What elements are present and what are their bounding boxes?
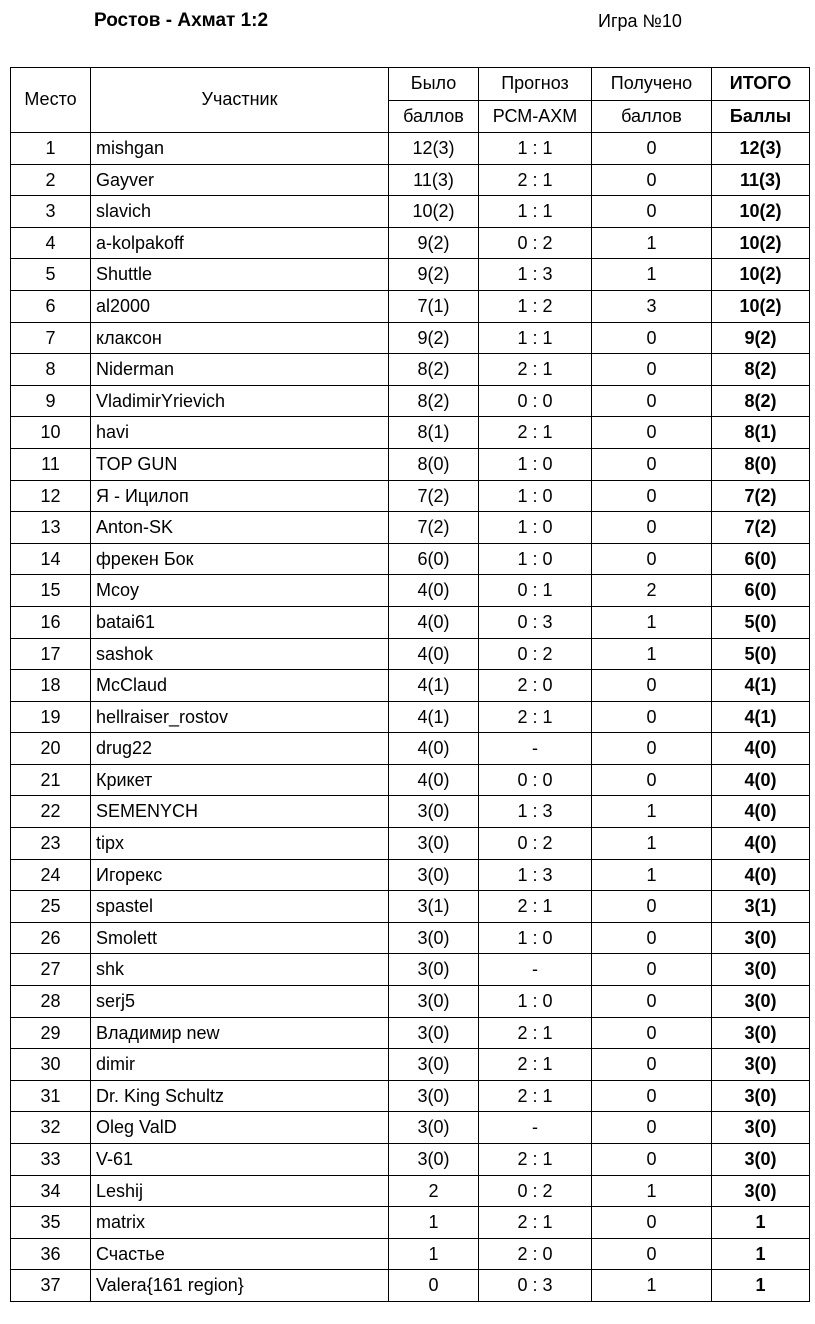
- cell-was-points: 3(0): [389, 796, 479, 828]
- cell-total-points: 3(0): [712, 986, 810, 1018]
- cell-place: 10: [11, 417, 91, 449]
- cell-forecast: 2 : 1: [479, 1207, 592, 1239]
- cell-place: 35: [11, 1207, 91, 1239]
- cell-forecast: 0 : 2: [479, 638, 592, 670]
- cell-total-points: 3(0): [712, 954, 810, 986]
- cell-total-points: 8(1): [712, 417, 810, 449]
- cell-participant: Dr. King Schultz: [91, 1080, 389, 1112]
- cell-received-points: 1: [592, 638, 712, 670]
- cell-total-points: 4(0): [712, 764, 810, 796]
- cell-received-points: 0: [592, 133, 712, 165]
- cell-was-points: 1: [389, 1238, 479, 1270]
- cell-participant: Mcoy: [91, 575, 389, 607]
- cell-was-points: 11(3): [389, 164, 479, 196]
- cell-total-points: 3(0): [712, 1017, 810, 1049]
- cell-place: 1: [11, 133, 91, 165]
- cell-forecast: 1 : 0: [479, 986, 592, 1018]
- cell-total-points: 1: [712, 1238, 810, 1270]
- cell-total-points: 6(0): [712, 543, 810, 575]
- table-row: [11, 1238, 810, 1270]
- cell-was-points: 3(0): [389, 922, 479, 954]
- cell-received-points: 1: [592, 828, 712, 860]
- cell-place: 2: [11, 164, 91, 196]
- cell-was-points: 3(0): [389, 828, 479, 860]
- cell-forecast: -: [479, 733, 592, 765]
- cell-forecast: 1 : 0: [479, 512, 592, 544]
- cell-total-points: 11(3): [712, 164, 810, 196]
- cell-was-points: 2: [389, 1175, 479, 1207]
- cell-place: 9: [11, 385, 91, 417]
- cell-total-points: 10(2): [712, 196, 810, 228]
- cell-received-points: 1: [592, 796, 712, 828]
- cell-received-points: 0: [592, 1238, 712, 1270]
- cell-was-points: 7(1): [389, 290, 479, 322]
- cell-forecast: 2 : 1: [479, 417, 592, 449]
- cell-total-points: 3(0): [712, 1049, 810, 1081]
- cell-received-points: 0: [592, 512, 712, 544]
- cell-participant: havi: [91, 417, 389, 449]
- cell-place: 28: [11, 986, 91, 1018]
- cell-place: 4: [11, 227, 91, 259]
- table-row: [11, 512, 810, 544]
- cell-forecast: 1 : 3: [479, 796, 592, 828]
- cell-total-points: 3(0): [712, 1080, 810, 1112]
- cell-forecast: 1 : 0: [479, 448, 592, 480]
- header-participant: Участник: [91, 68, 389, 133]
- cell-was-points: 9(2): [389, 227, 479, 259]
- cell-was-points: 9(2): [389, 322, 479, 354]
- cell-participant: matrix: [91, 1207, 389, 1239]
- header-was-line2: баллов: [389, 100, 479, 133]
- cell-total-points: 4(0): [712, 859, 810, 891]
- cell-forecast: 2 : 0: [479, 670, 592, 702]
- cell-received-points: 0: [592, 417, 712, 449]
- cell-forecast: 0 : 3: [479, 1270, 592, 1302]
- table-row: [11, 259, 810, 291]
- cell-participant: serj5: [91, 986, 389, 1018]
- cell-total-points: 8(2): [712, 354, 810, 386]
- table-row: [11, 1017, 810, 1049]
- cell-place: 33: [11, 1144, 91, 1176]
- cell-was-points: 8(2): [389, 385, 479, 417]
- cell-was-points: 3(0): [389, 986, 479, 1018]
- cell-participant: drug22: [91, 733, 389, 765]
- cell-participant: tipx: [91, 828, 389, 860]
- cell-forecast: 0 : 1: [479, 575, 592, 607]
- cell-participant: Shuttle: [91, 259, 389, 291]
- cell-received-points: 0: [592, 1080, 712, 1112]
- cell-total-points: 8(2): [712, 385, 810, 417]
- cell-participant: a-kolpakoff: [91, 227, 389, 259]
- cell-participant: Anton-SK: [91, 512, 389, 544]
- table-row: [11, 385, 810, 417]
- cell-participant: Leshij: [91, 1175, 389, 1207]
- cell-total-points: 1: [712, 1270, 810, 1302]
- cell-received-points: 0: [592, 448, 712, 480]
- cell-place: 16: [11, 606, 91, 638]
- cell-total-points: 6(0): [712, 575, 810, 607]
- cell-participant: TOP GUN: [91, 448, 389, 480]
- cell-participant: Игорекс: [91, 859, 389, 891]
- cell-place: 22: [11, 796, 91, 828]
- cell-participant: hellraiser_rostov: [91, 701, 389, 733]
- cell-total-points: 9(2): [712, 322, 810, 354]
- table-row: [11, 828, 810, 860]
- cell-participant: клаксон: [91, 322, 389, 354]
- cell-was-points: 3(0): [389, 954, 479, 986]
- table-row: [11, 480, 810, 512]
- cell-total-points: 4(1): [712, 670, 810, 702]
- cell-received-points: 3: [592, 290, 712, 322]
- cell-participant: sashok: [91, 638, 389, 670]
- cell-participant: al2000: [91, 290, 389, 322]
- cell-received-points: 1: [592, 259, 712, 291]
- table-row: [11, 954, 810, 986]
- cell-place: 15: [11, 575, 91, 607]
- cell-total-points: 7(2): [712, 512, 810, 544]
- cell-was-points: 4(0): [389, 733, 479, 765]
- table-row: [11, 1144, 810, 1176]
- cell-place: 11: [11, 448, 91, 480]
- table-row: [11, 922, 810, 954]
- cell-was-points: 3(0): [389, 1049, 479, 1081]
- cell-place: 32: [11, 1112, 91, 1144]
- cell-was-points: 0: [389, 1270, 479, 1302]
- cell-was-points: 9(2): [389, 259, 479, 291]
- header-total-line1: ИТОГО: [712, 68, 810, 101]
- cell-forecast: 2 : 1: [479, 1049, 592, 1081]
- cell-participant: фрекен Бок: [91, 543, 389, 575]
- cell-place: 24: [11, 859, 91, 891]
- cell-forecast: 2 : 1: [479, 1017, 592, 1049]
- cell-total-points: 10(2): [712, 259, 810, 291]
- cell-forecast: 0 : 2: [479, 1175, 592, 1207]
- cell-forecast: 1 : 1: [479, 133, 592, 165]
- cell-place: 5: [11, 259, 91, 291]
- table-row: [11, 606, 810, 638]
- cell-place: 30: [11, 1049, 91, 1081]
- table-row: [11, 1080, 810, 1112]
- cell-participant: batai61: [91, 606, 389, 638]
- cell-received-points: 0: [592, 385, 712, 417]
- cell-participant: Niderman: [91, 354, 389, 386]
- cell-place: 21: [11, 764, 91, 796]
- cell-forecast: 1 : 0: [479, 543, 592, 575]
- cell-total-points: 4(0): [712, 733, 810, 765]
- cell-participant: slavich: [91, 196, 389, 228]
- table-row: [11, 543, 810, 575]
- table-row: [11, 196, 810, 228]
- cell-received-points: 0: [592, 733, 712, 765]
- cell-forecast: 0 : 2: [479, 828, 592, 860]
- table-body: [11, 133, 810, 1302]
- table-row: [11, 1112, 810, 1144]
- cell-forecast: 1 : 3: [479, 259, 592, 291]
- cell-received-points: 1: [592, 227, 712, 259]
- cell-participant: McClaud: [91, 670, 389, 702]
- table-row: [11, 1207, 810, 1239]
- cell-place: 12: [11, 480, 91, 512]
- cell-received-points: 0: [592, 1017, 712, 1049]
- cell-place: 31: [11, 1080, 91, 1112]
- cell-place: 36: [11, 1238, 91, 1270]
- header-forecast-line2: РСМ-АХМ: [479, 100, 592, 133]
- cell-total-points: 3(0): [712, 1112, 810, 1144]
- cell-forecast: 1 : 1: [479, 322, 592, 354]
- page-title: Ростов - Ахмат 1:2: [94, 10, 269, 31]
- cell-received-points: 0: [592, 1207, 712, 1239]
- cell-was-points: 7(2): [389, 480, 479, 512]
- table-header: [11, 68, 810, 133]
- table-row: [11, 290, 810, 322]
- cell-forecast: 2 : 1: [479, 1080, 592, 1112]
- cell-was-points: 3(0): [389, 859, 479, 891]
- cell-total-points: 1: [712, 1207, 810, 1239]
- header-received-line1: Получено: [592, 68, 712, 101]
- cell-forecast: 2 : 1: [479, 1144, 592, 1176]
- table-row: [11, 1175, 810, 1207]
- cell-total-points: 3(1): [712, 891, 810, 923]
- cell-forecast: 2 : 1: [479, 354, 592, 386]
- cell-was-points: 6(0): [389, 543, 479, 575]
- cell-forecast: -: [479, 954, 592, 986]
- cell-place: 20: [11, 733, 91, 765]
- table-row: [11, 891, 810, 923]
- table-row: [11, 986, 810, 1018]
- cell-forecast: 1 : 1: [479, 196, 592, 228]
- cell-participant: dimir: [91, 1049, 389, 1081]
- cell-was-points: 3(1): [389, 891, 479, 923]
- cell-forecast: 0 : 0: [479, 385, 592, 417]
- cell-place: 18: [11, 670, 91, 702]
- cell-forecast: 0 : 3: [479, 606, 592, 638]
- cell-participant: Я - Ицилоп: [91, 480, 389, 512]
- cell-total-points: 12(3): [712, 133, 810, 165]
- cell-forecast: 1 : 2: [479, 290, 592, 322]
- cell-was-points: 3(0): [389, 1017, 479, 1049]
- cell-participant: SEMENYCH: [91, 796, 389, 828]
- cell-was-points: 8(1): [389, 417, 479, 449]
- header-received-line2: баллов: [592, 100, 712, 133]
- cell-forecast: 2 : 1: [479, 891, 592, 923]
- cell-total-points: 7(2): [712, 480, 810, 512]
- cell-participant: Gayver: [91, 164, 389, 196]
- cell-forecast: 2 : 0: [479, 1238, 592, 1270]
- table-row: [11, 733, 810, 765]
- cell-place: 23: [11, 828, 91, 860]
- cell-forecast: -: [479, 1112, 592, 1144]
- cell-total-points: 3(0): [712, 1144, 810, 1176]
- cell-was-points: 3(0): [389, 1112, 479, 1144]
- table-row: [11, 859, 810, 891]
- cell-total-points: 8(0): [712, 448, 810, 480]
- cell-participant: shk: [91, 954, 389, 986]
- cell-received-points: 0: [592, 480, 712, 512]
- table-row: [11, 701, 810, 733]
- cell-received-points: 0: [592, 543, 712, 575]
- cell-received-points: 0: [592, 701, 712, 733]
- cell-forecast: 1 : 0: [479, 922, 592, 954]
- cell-received-points: 0: [592, 986, 712, 1018]
- cell-total-points: 5(0): [712, 638, 810, 670]
- table-row: [11, 227, 810, 259]
- header-total-line2: Баллы: [712, 100, 810, 133]
- cell-participant: V-61: [91, 1144, 389, 1176]
- cell-forecast: 1 : 3: [479, 859, 592, 891]
- cell-was-points: 12(3): [389, 133, 479, 165]
- cell-total-points: 4(0): [712, 828, 810, 860]
- cell-place: 6: [11, 290, 91, 322]
- cell-participant: Valera{161 region}: [91, 1270, 389, 1302]
- cell-place: 34: [11, 1175, 91, 1207]
- cell-participant: Крикет: [91, 764, 389, 796]
- cell-place: 25: [11, 891, 91, 923]
- table-row: [11, 322, 810, 354]
- cell-total-points: 3(0): [712, 922, 810, 954]
- cell-was-points: 8(2): [389, 354, 479, 386]
- table-row: [11, 448, 810, 480]
- cell-forecast: 1 : 0: [479, 480, 592, 512]
- table-row: [11, 164, 810, 196]
- cell-received-points: 1: [592, 1175, 712, 1207]
- cell-forecast: 2 : 1: [479, 701, 592, 733]
- cell-received-points: 0: [592, 1112, 712, 1144]
- cell-forecast: 2 : 1: [479, 164, 592, 196]
- cell-was-points: 4(0): [389, 606, 479, 638]
- header-place: Место: [11, 68, 91, 133]
- cell-total-points: 10(2): [712, 290, 810, 322]
- cell-participant: Счастье: [91, 1238, 389, 1270]
- cell-received-points: 0: [592, 354, 712, 386]
- cell-was-points: 7(2): [389, 512, 479, 544]
- cell-received-points: 0: [592, 164, 712, 196]
- table-row: [11, 575, 810, 607]
- table-row: [11, 1270, 810, 1302]
- cell-received-points: 0: [592, 891, 712, 923]
- cell-received-points: 1: [592, 859, 712, 891]
- cell-participant: spastel: [91, 891, 389, 923]
- cell-received-points: 0: [592, 922, 712, 954]
- cell-place: 27: [11, 954, 91, 986]
- table-row: [11, 417, 810, 449]
- game-number: Игра №10: [598, 11, 682, 31]
- cell-participant: VladimirYrievich: [91, 385, 389, 417]
- standings-table: [10, 67, 810, 1302]
- cell-received-points: 0: [592, 1144, 712, 1176]
- cell-place: 37: [11, 1270, 91, 1302]
- cell-was-points: 4(1): [389, 670, 479, 702]
- cell-was-points: 3(0): [389, 1144, 479, 1176]
- cell-place: 17: [11, 638, 91, 670]
- cell-total-points: 5(0): [712, 606, 810, 638]
- cell-was-points: 4(1): [389, 701, 479, 733]
- cell-was-points: 4(0): [389, 638, 479, 670]
- table-row: [11, 638, 810, 670]
- cell-total-points: 4(1): [712, 701, 810, 733]
- cell-received-points: 0: [592, 670, 712, 702]
- cell-place: 19: [11, 701, 91, 733]
- cell-place: 13: [11, 512, 91, 544]
- cell-forecast: 0 : 0: [479, 764, 592, 796]
- cell-participant: Smolett: [91, 922, 389, 954]
- cell-place: 3: [11, 196, 91, 228]
- cell-received-points: 0: [592, 764, 712, 796]
- cell-total-points: 3(0): [712, 1175, 810, 1207]
- table-row: [11, 796, 810, 828]
- header-was-line1: Было: [389, 68, 479, 101]
- cell-received-points: 2: [592, 575, 712, 607]
- table-row: [11, 764, 810, 796]
- cell-total-points: 10(2): [712, 227, 810, 259]
- cell-was-points: 4(0): [389, 764, 479, 796]
- cell-was-points: 10(2): [389, 196, 479, 228]
- cell-received-points: 1: [592, 1270, 712, 1302]
- cell-was-points: 1: [389, 1207, 479, 1239]
- table-row: [11, 670, 810, 702]
- cell-received-points: 0: [592, 954, 712, 986]
- cell-place: 14: [11, 543, 91, 575]
- cell-was-points: 3(0): [389, 1080, 479, 1112]
- cell-received-points: 1: [592, 606, 712, 638]
- cell-received-points: 0: [592, 1049, 712, 1081]
- cell-was-points: 4(0): [389, 575, 479, 607]
- cell-place: 8: [11, 354, 91, 386]
- cell-forecast: 0 : 2: [479, 227, 592, 259]
- cell-received-points: 0: [592, 196, 712, 228]
- table-row: [11, 1049, 810, 1081]
- table-row: [11, 354, 810, 386]
- cell-participant: Владимир new: [91, 1017, 389, 1049]
- table-row: [11, 133, 810, 165]
- cell-total-points: 4(0): [712, 796, 810, 828]
- cell-was-points: 8(0): [389, 448, 479, 480]
- cell-place: 29: [11, 1017, 91, 1049]
- cell-received-points: 0: [592, 322, 712, 354]
- cell-place: 26: [11, 922, 91, 954]
- cell-place: 7: [11, 322, 91, 354]
- header-forecast-line1: Прогноз: [479, 68, 592, 101]
- cell-participant: mishgan: [91, 133, 389, 165]
- cell-participant: Oleg ValD: [91, 1112, 389, 1144]
